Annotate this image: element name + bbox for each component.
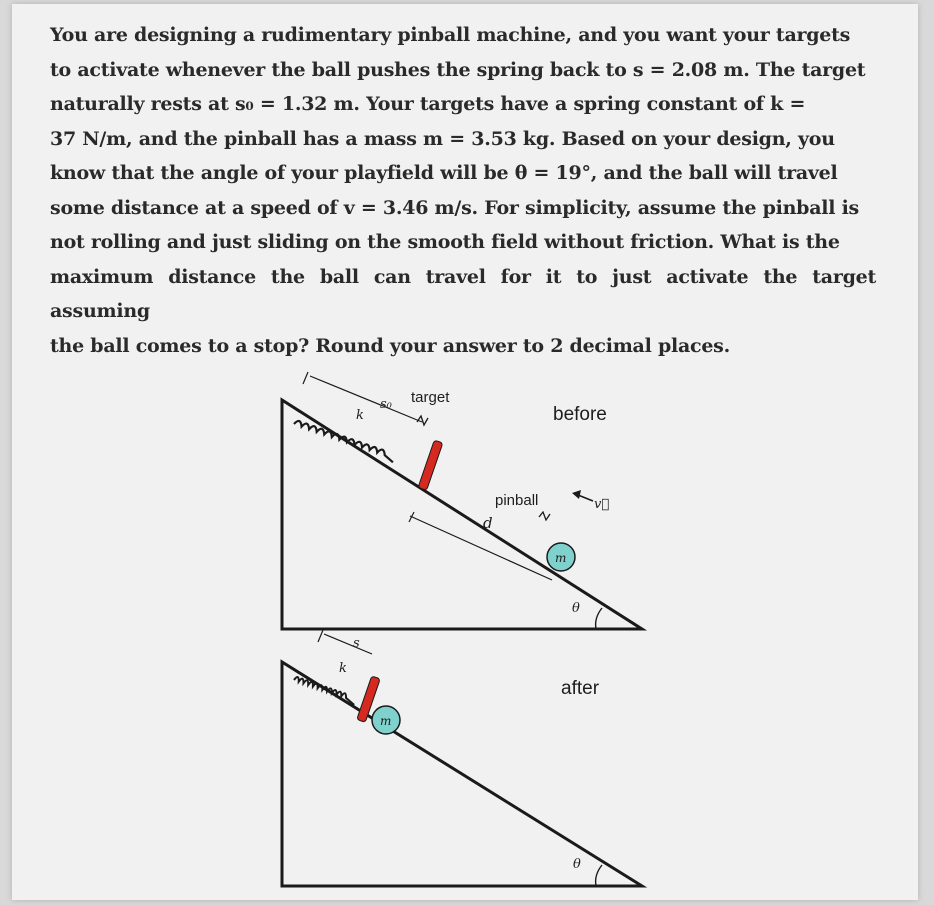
before-pinball-pointer	[539, 512, 550, 520]
after-caption: after	[561, 678, 600, 699]
problem-line: not rolling and just sliding on the smooth field without friction. What is the	[50, 231, 840, 253]
after-label-theta: θ	[573, 857, 581, 872]
before-wall-cap	[282, 400, 300, 412]
before-label-target: target	[411, 389, 450, 406]
after-label-k: k	[339, 661, 347, 676]
before-label-s0: s₀	[380, 397, 392, 412]
problem-line: know that the angle of your playfield will be θ = 19°, and the ball will travel	[50, 162, 838, 184]
before-s0-dimension	[310, 376, 422, 422]
before-label-v: v⃗	[594, 497, 610, 512]
before-target-pointer	[417, 416, 428, 425]
textbook-page	[12, 4, 918, 900]
after-s-tick	[318, 630, 323, 642]
before-diagram	[282, 372, 642, 629]
before-velocity-arrow	[578, 495, 593, 501]
problem-line: the ball comes to a stop? Round your answer to 2 decimal places.	[50, 334, 730, 357]
problem-line: maximum distance the ball can travel for it to just activate the target assuming	[50, 265, 876, 322]
problem-line: You are designing a rudimentary pinball machine, and you want your targets	[50, 24, 851, 46]
before-label-k: k	[356, 408, 364, 423]
after-diagram	[282, 630, 642, 886]
after-wall-cap	[282, 662, 299, 673]
after-label-s: s	[353, 636, 360, 651]
problem-line: some distance at a speed of v = 3.46 m/s. For simplicity, assume the pinball is	[50, 196, 859, 219]
before-velocity-arrowhead	[572, 490, 581, 499]
before-label-theta: θ	[572, 601, 580, 616]
problem-line: naturally rests at s₀ = 1.32 m. Your targets have a spring constant of k =	[50, 93, 806, 115]
after-label-m: m	[380, 714, 392, 728]
before-label-pinball: pinball	[495, 492, 539, 509]
pinball-diagram	[12, 4, 918, 900]
after-s-dimension	[324, 634, 372, 654]
before-label-m: m	[555, 551, 567, 565]
before-label-d: d	[483, 514, 493, 532]
after-angle-arc	[596, 865, 602, 886]
problem-line: 37 N/m, and the pinball has a mass m = 3.53 kg. Based on your design, you	[50, 127, 835, 150]
before-s0-tick	[303, 372, 308, 384]
problem-line: to activate whenever the ball pushes the spring back to s = 2.08 m. The target	[50, 58, 866, 81]
before-angle-arc	[596, 608, 602, 629]
after-spring	[293, 676, 357, 705]
before-caption: before	[553, 404, 607, 425]
before-target-paddle	[418, 440, 443, 490]
